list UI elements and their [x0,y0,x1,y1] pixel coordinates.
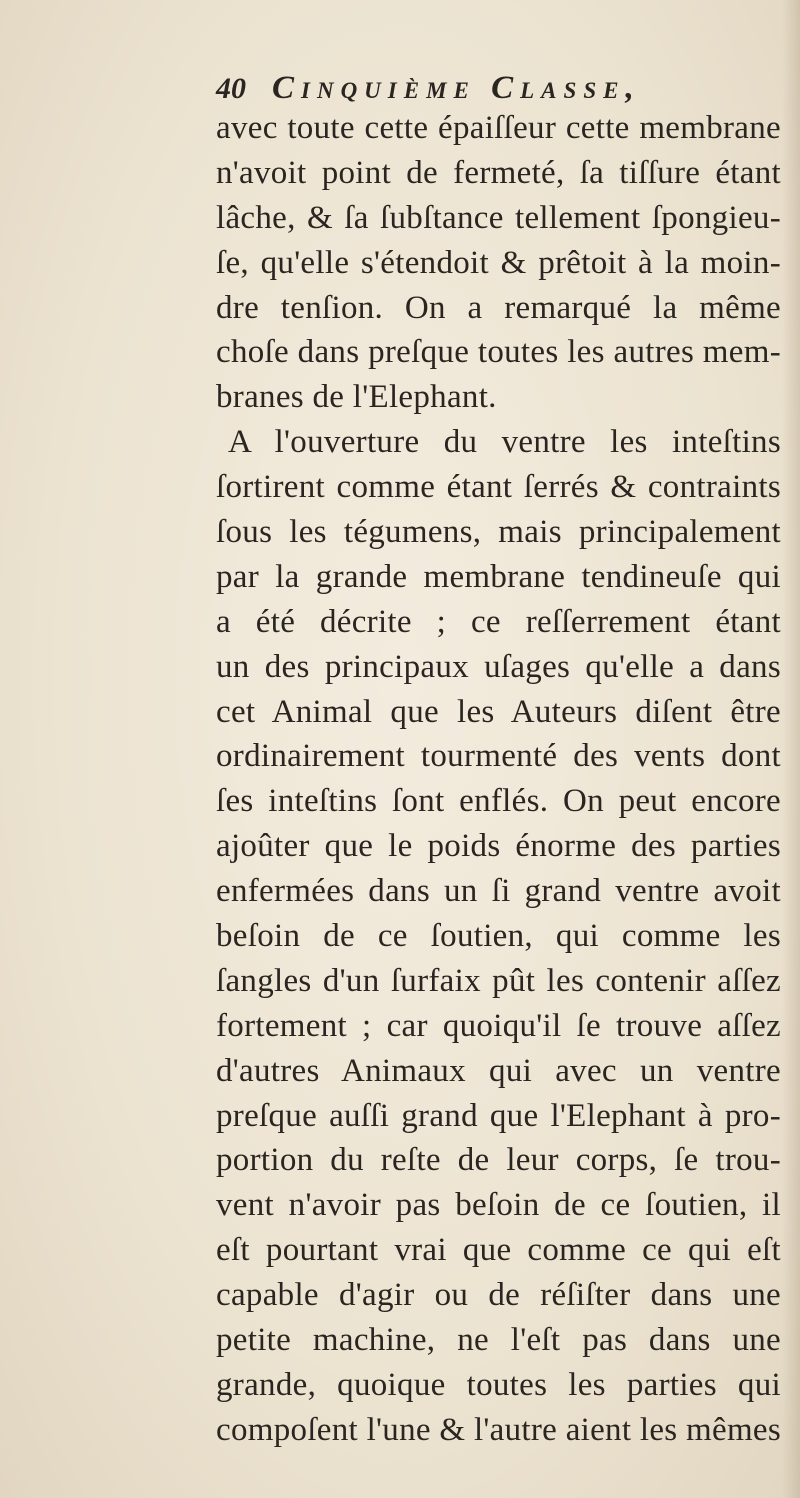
text-line: d'autres Animaux qui avec un ventre [216,1052,781,1089]
text-line: a été décrite ; ce reſſerrement étant [216,603,781,640]
text-line: ſortirent comme étant ſerrés & contraints [216,469,781,506]
text-line: fortement ; car quoiqu'il ſe trouve aſſez [216,1007,781,1044]
text-line: portion du reſte de leur corps, ſe trou- [216,1142,781,1179]
text-line: vent n'avoir pas beſoin de ce ſoutien, il [216,1187,781,1224]
text-line: ſous les tégumens, mais principalement [216,514,781,551]
paragraph-start-line: A l'ouverture du ventre les inteſtins [228,424,781,461]
text-line: grande, quoique toutes les parties qui [216,1366,781,1403]
page-edge-shadow [782,0,800,1498]
text-line: dre tenſion. On a remarqué la même [216,289,781,326]
text-line: petite machine, ne l'eſt pas dans une [216,1322,781,1359]
text-line: ſe, qu'elle s'étendoit & prêtoit à la moin- [216,244,781,281]
text-line: enfermées dans un ſi grand ventre avoit [216,873,781,910]
text-line: branes de l'Elephant. [216,379,497,416]
text-line: avec toute cette épaiſſeur cette membrane [216,110,781,146]
page-number: 40 [216,72,246,105]
text-line: ordinairement tourmenté des vents dont [216,738,781,775]
text-line: un des principaux uſages qu'elle a dans [216,648,781,685]
text-line: compoſent l'une & l'autre aient les mêmes [216,1411,781,1448]
running-head: Cinquième Classe, [272,70,641,106]
text-line: cet Animal que les Auteurs diſent être [216,693,781,730]
text-line: par la grande membrane tendineuſe qui [216,558,781,595]
text-line: capable d'agir ou de réſiſter dans une [216,1277,781,1314]
text-line: n'avoit point de fermeté, ſa tiſſure étant [216,154,781,191]
body-text [216,106,781,1453]
text-line: lâche, & ſa ſubſtance tellement ſpongieu- [216,199,781,236]
text-line: eſt pourtant vrai que comme ce qui eſt [216,1232,781,1269]
text-line: ajoûter que le poids énorme des parties [216,828,781,865]
text-line: beſoin de ce ſoutien, qui comme les [216,918,781,955]
text-line: preſque auſſi grand que l'Elephant à pro- [216,1097,781,1134]
text-line: choſe dans preſque toutes les autres mem- [216,334,781,371]
text-line: ſes inteſtins ſont enflés. On peut encore [216,783,781,820]
text-line: ſangles d'un ſurfaix pût les contenir aſſez [216,962,781,999]
